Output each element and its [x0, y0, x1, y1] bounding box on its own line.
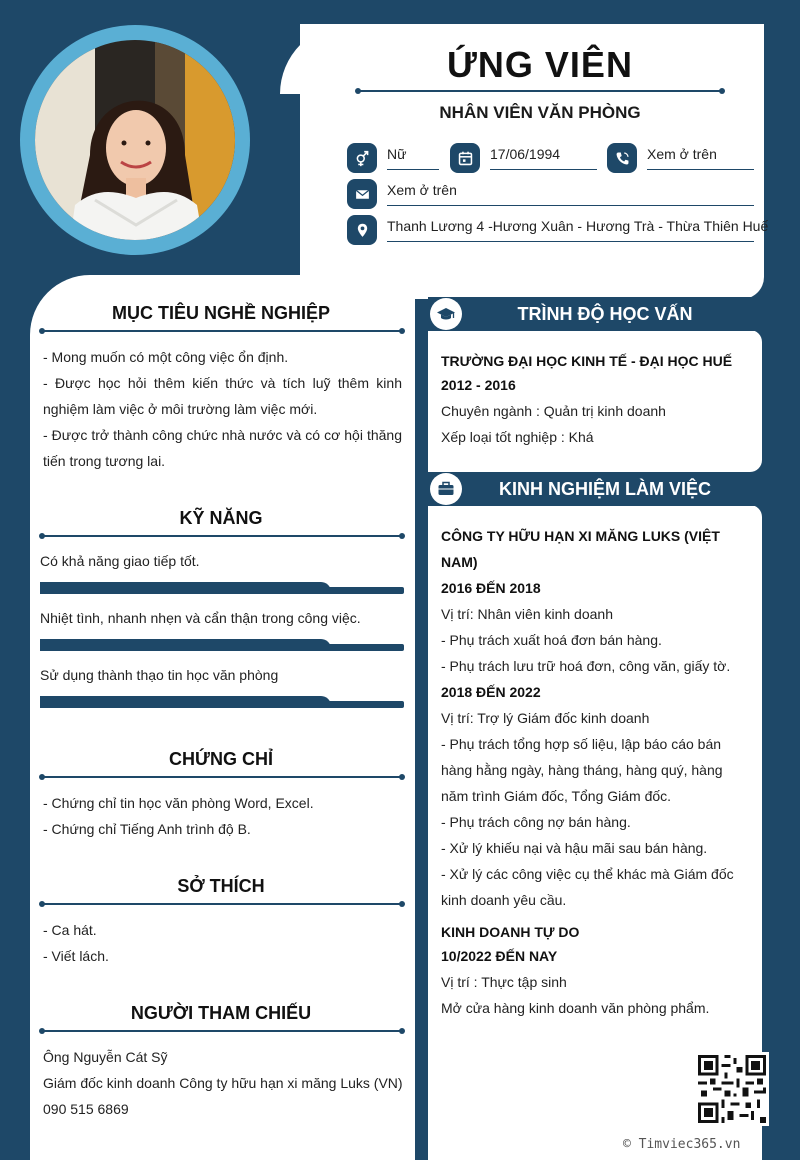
copyright: © Timviec365.vn	[623, 1137, 741, 1152]
address-value: Thanh Lương 4 -Hương Xuân - Hương Trà - Thừa Thiên Huế	[387, 218, 754, 242]
hobbies-list: - Ca hát. - Viết lách.	[43, 922, 109, 964]
objective-title: MỤC TIÊU NGHỀ NGHIỆP	[111, 303, 330, 323]
experience-details: CÔNG TY HỮU HẠN XI MĂNG LUKS (VIỆT NAM) 2016 ĐẾN 2018 Vị trí: Nhân viên kinh doanh - Phụ trách xuất hoá đơn bán hàng. - Phụ trách lưu trữ hoá đơn, công văn, giấy tờ. 2018 ĐẾN 2022 Vị trí: Trợ lý Giám đốc kinh doanh - Phụ trách tổng hợp số liệu, lập báo cáo bán hàng hằng ngày, hàng tháng, hàng quý, hàng năm trình Giám đốc, Tổng Giám đốc. - Phụ trách công nợ bán hàng. - Xử lý khiếu nại và hậu mãi sau bán hàng. - Xử lý các công việc cụ thể khác mà Giám đốc kinh doanh yêu cầu. KINH DOANH TỰ DO 10/2022 ĐẾN NAY Vị trí : Thực tập sinh Mở cửa hàng kinh doanh văn phòng phẩm.	[441, 528, 734, 1016]
job-title: NHÂN VIÊN VĂN PHÒNG	[439, 103, 641, 122]
skill-label: Nhiệt tình, nhanh nhẹn và cẩn thận trong công việc.	[40, 610, 361, 626]
references-title: NGƯỜI THAM CHIẾU	[130, 1003, 312, 1023]
phone-row	[607, 143, 754, 173]
gender-value: Nữ	[387, 146, 439, 170]
name-divider	[358, 90, 722, 92]
skills-divider	[42, 535, 402, 537]
skill-label: Có khả năng giao tiếp tốt.	[40, 553, 200, 569]
skill-bar	[40, 639, 404, 651]
birthday-value: 17/06/1994	[490, 146, 597, 170]
references-divider	[42, 1030, 402, 1032]
skill-label: Sử dụng thành thạo tin học văn phòng	[40, 667, 279, 683]
objective-divider	[42, 330, 402, 332]
hobbies-title: SỞ THÍCH	[177, 876, 265, 896]
experience-title: KINH NGHIỆM LÀM VIỆC	[498, 478, 711, 499]
education-title: TRÌNH ĐỘ HỌC VẤN	[517, 303, 693, 324]
certificates-divider	[42, 776, 402, 778]
certificates-title: CHỨNG CHỈ	[169, 749, 273, 769]
skills-title: KỸ NĂNG	[179, 508, 263, 528]
address-row	[347, 215, 769, 245]
qr-code	[695, 1052, 769, 1126]
education-header	[428, 297, 762, 331]
references-list: Ông Nguyễn Cát Sỹ Giám đốc kinh doanh Công ty hữu hạn xi măng Luks (VN) 090 515 6869	[43, 1049, 403, 1117]
education-details: TRƯỜNG ĐẠI HỌC KINH TẾ - ĐẠI HỌC HUẾ 2012 - 2016 Chuyên ngành : Quản trị kinh doanh Xếp loại tốt nghiệp : Khá	[441, 353, 733, 445]
phone-value: Xem ở trên	[647, 146, 754, 170]
certificates-list: - Chứng chỉ tin học văn phòng Word, Excel. - Chứng chỉ Tiếng Anh trình độ B.	[43, 795, 314, 837]
phone-icon	[607, 143, 637, 173]
briefcase-icon	[430, 473, 462, 505]
email-value: Xem ở trên	[387, 182, 754, 206]
experience-header	[428, 472, 762, 506]
email-row	[347, 179, 754, 209]
gender-row	[347, 143, 439, 173]
skill-bar	[40, 582, 404, 594]
hobbies-divider	[42, 903, 402, 905]
gender-icon	[347, 143, 377, 173]
graduation-cap-icon	[430, 298, 462, 330]
avatar	[35, 40, 235, 240]
objective-text: - Mong muốn có một công việc ổn định. - Được học hỏi thêm kiến thức và tích luỹ thêm kinh nghiệm làm việc ở môi trường làm việc mới. - Được trở thành công chức nhà nước và có cơ hội thăng tiến trong tương lai.	[43, 349, 402, 469]
mail-icon	[347, 179, 377, 209]
calendar-icon	[450, 143, 480, 173]
birthday-row	[450, 143, 597, 173]
location-icon	[347, 215, 377, 245]
candidate-name: ỨNG VIÊN	[447, 44, 633, 85]
skill-bar	[40, 696, 404, 708]
